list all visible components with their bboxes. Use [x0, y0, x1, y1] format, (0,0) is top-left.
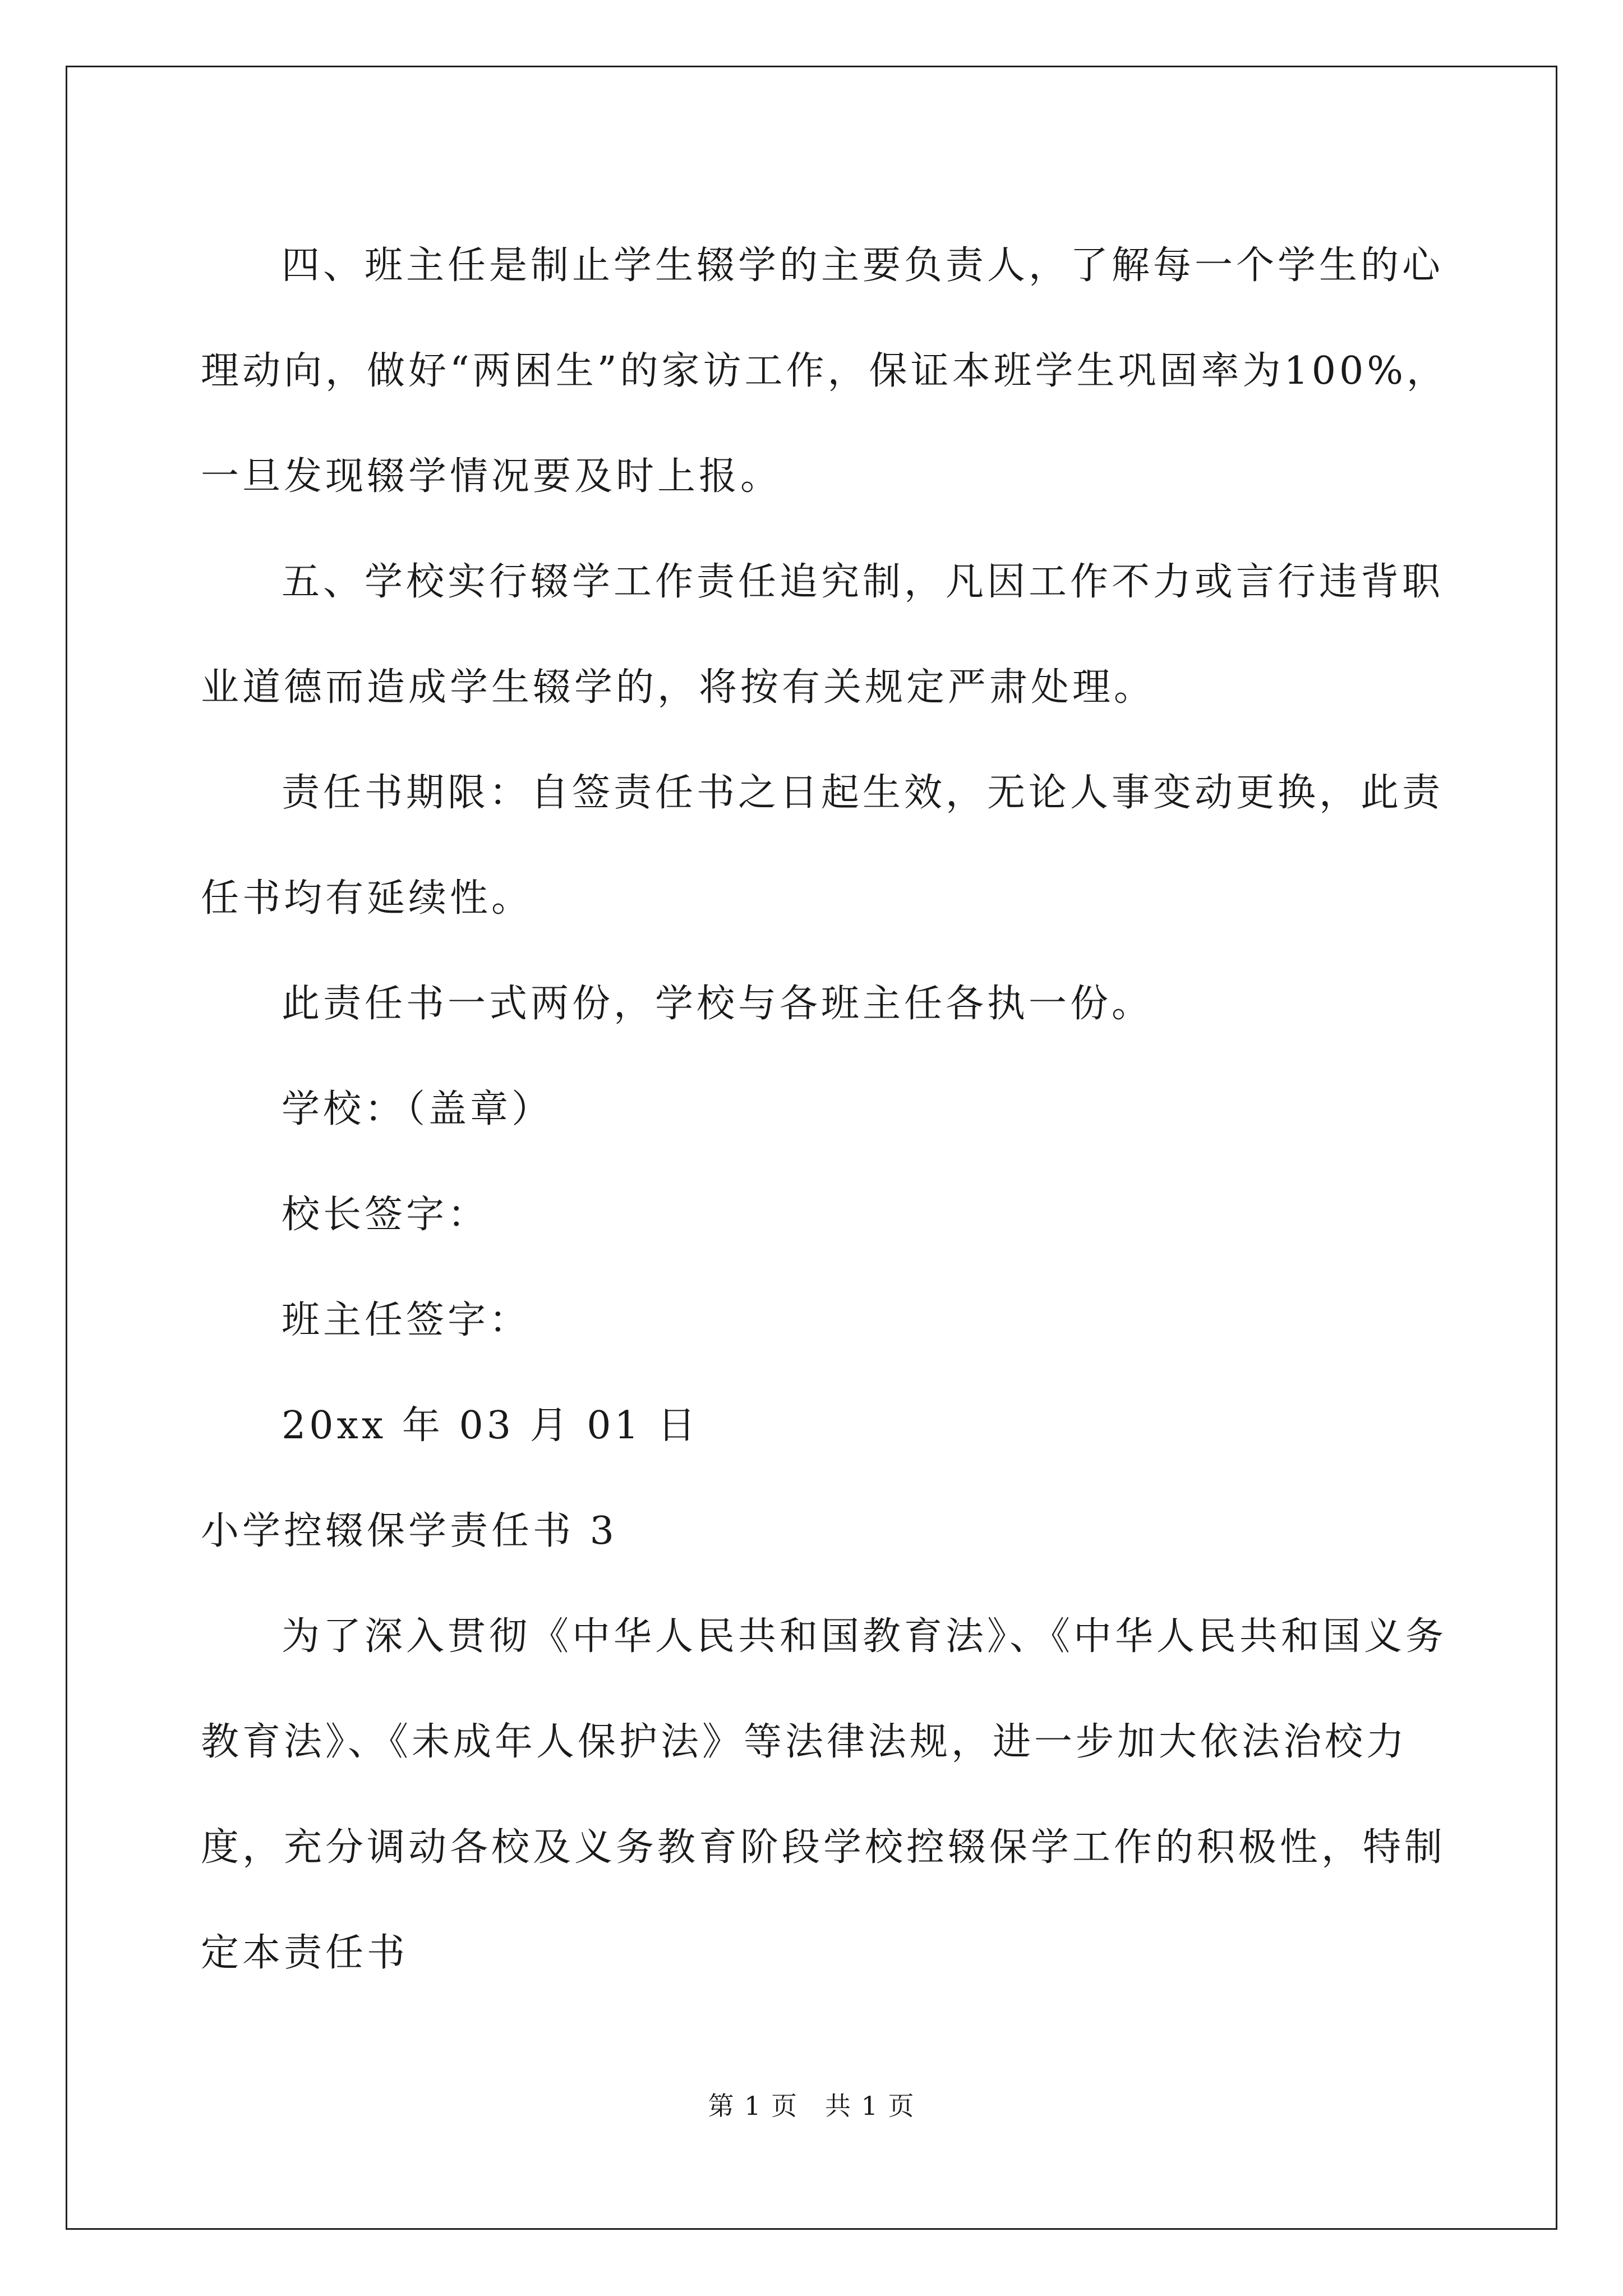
section-title: 小学控辍保学责任书 3: [201, 1509, 617, 1553]
paragraph-intro: 为了深入贯彻《中华人民共和国教育法》、《中华人民共和国义务教育法》、《未成年人保护法》等法律法规，进一步加大依法治校力度，充分调动各校及义务教育阶段学校控辍保学工作的积极性，特制定本责任书: [201, 1614, 1447, 1975]
signature-class-teacher: 班主任签字：: [282, 1298, 531, 1342]
paragraph-term: 责任书期限：自签责任书之日起生效，无论人事变动更换，此责任书均有延续性。: [201, 771, 1444, 921]
paragraph-copies: 此责任书一式两份，学校与各班主任各执一份。: [282, 982, 1154, 1026]
signature-date: 20xx 年 03 月 01 日: [282, 1404, 699, 1448]
signature-principal: 校长签字：: [282, 1193, 490, 1237]
page-footer: 第 1 页 共 1 页: [708, 2091, 915, 2121]
signature-school-seal: 学校：（盖章）: [282, 1087, 554, 1131]
paragraph-class-teacher-duty: 四、班主任是制止学生辍学的主要负责人，了解每一个学生的心理动向，做好“两困生”的家访工作，保证本班学生巩固率为100%，一旦发现辍学情况要及时上报。: [201, 243, 1448, 499]
document-body: [201, 213, 1451, 2006]
paragraph-accountability: 五、学校实行辍学工作责任追究制，凡因工作不力或言行违背职业道德而造成学生辍学的，将按有关规定严肃处理。: [201, 560, 1444, 710]
